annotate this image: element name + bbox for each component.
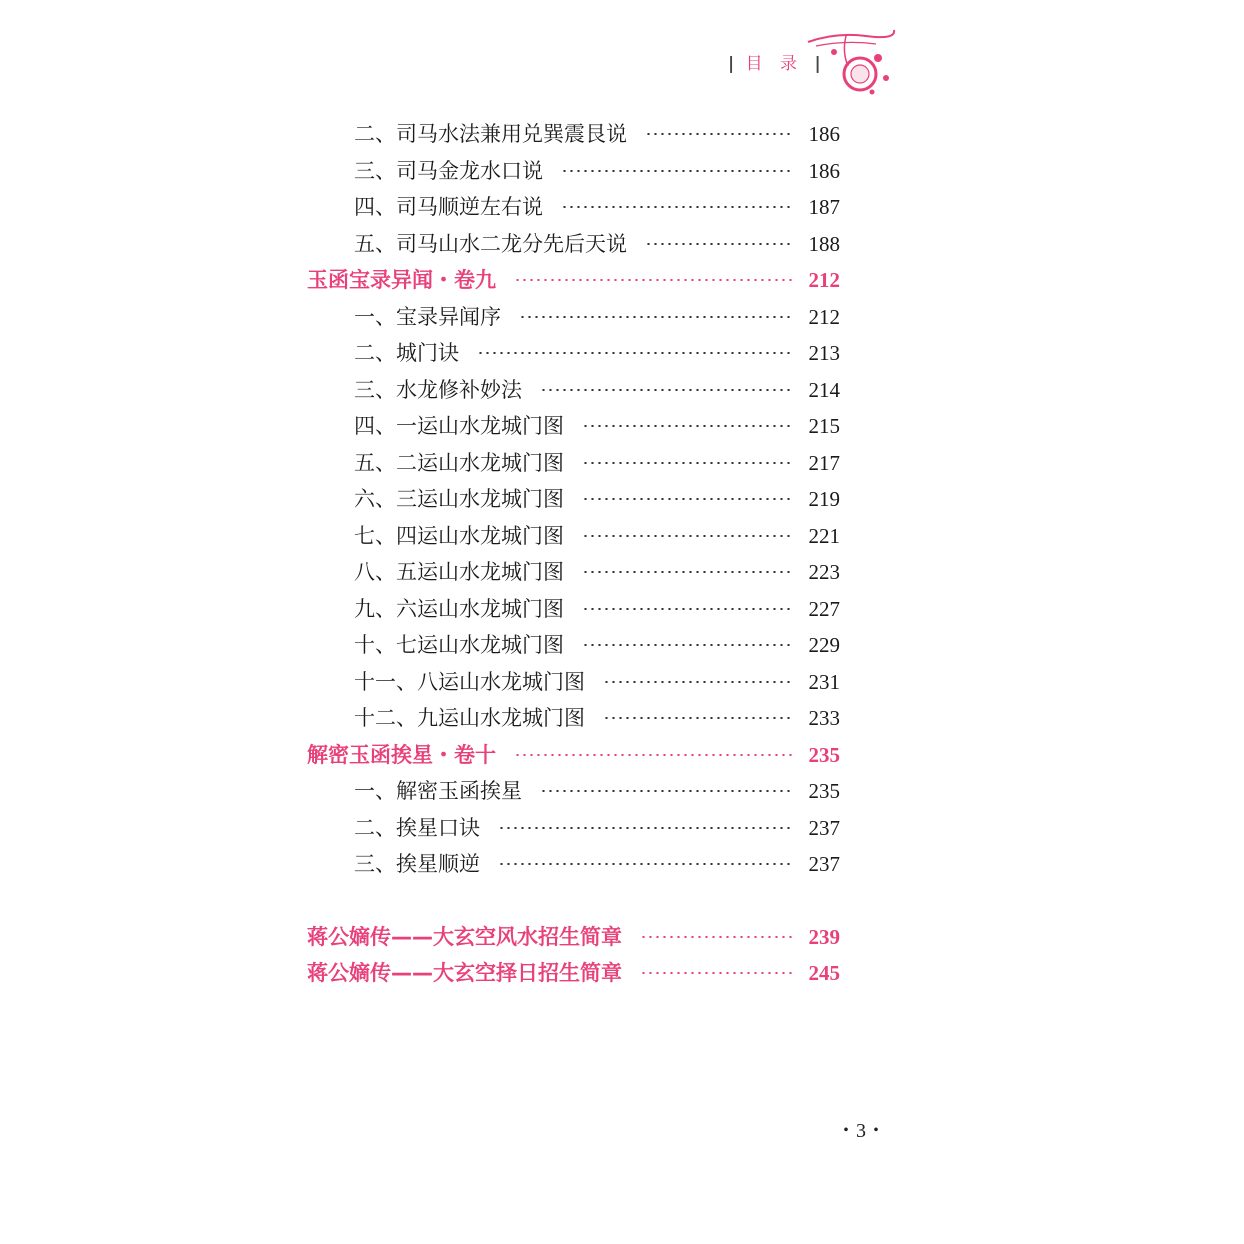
toc-entry-page: 213 bbox=[808, 341, 840, 365]
toc-entry-page: 215 bbox=[808, 414, 840, 438]
dot-leader bbox=[519, 316, 792, 318]
toc-entry-title: 五、司马山水二龙分先后天说 bbox=[354, 231, 627, 256]
toc-entry[interactable] bbox=[0, 810, 840, 846]
toc-entry-title: 六、三运山水龙城门图 bbox=[354, 487, 564, 511]
dot-leader bbox=[645, 243, 792, 245]
toc-entry-title: 玉函宝录异闻・卷九 bbox=[307, 268, 496, 292]
dot-leader bbox=[603, 717, 792, 719]
toc-entry[interactable] bbox=[0, 518, 840, 554]
toc-entry-page: 227 bbox=[808, 596, 840, 621]
dot-leader bbox=[514, 754, 792, 756]
toc-entry-title: 蒋公嫡传——大玄空风水招生简章 bbox=[307, 925, 622, 949]
dot-leader bbox=[582, 498, 792, 500]
dot-leader bbox=[582, 425, 792, 427]
toc-entry-title: 一、宝录异闻序 bbox=[354, 304, 501, 329]
toc-entry-page: 245 bbox=[808, 961, 840, 985]
toc-entry-title: 蒋公嫡传——大玄空择日招生简章 bbox=[307, 961, 622, 985]
toc-entry-page: 237 bbox=[808, 852, 840, 876]
toc-entry[interactable] bbox=[0, 372, 840, 408]
dot-leader bbox=[540, 389, 792, 391]
toc-entry-page: 212 bbox=[808, 268, 840, 292]
dot-leader bbox=[514, 279, 792, 281]
toc-entry[interactable] bbox=[0, 700, 840, 736]
toc-entry-title: 二、挨星口诀 bbox=[354, 815, 480, 840]
toc-entry[interactable] bbox=[0, 773, 840, 809]
toc-entry-page: 187 bbox=[808, 195, 840, 219]
dot-leader bbox=[582, 535, 792, 537]
toc-entry-page: 233 bbox=[808, 706, 840, 730]
toc-entry-title: 十一、八运山水龙城门图 bbox=[354, 669, 585, 694]
toc-entry-page: 239 bbox=[808, 925, 840, 949]
toc-entry-title: 三、挨星顺逆 bbox=[354, 852, 480, 876]
dot-leader bbox=[582, 462, 792, 464]
dot-leader bbox=[498, 863, 792, 865]
toc-entry-page: 219 bbox=[808, 487, 840, 511]
toc-section-entry[interactable] bbox=[0, 262, 840, 298]
toc-entry[interactable] bbox=[0, 846, 840, 882]
dot-leader bbox=[582, 571, 792, 573]
header-bar-left: | bbox=[728, 54, 735, 74]
toc-entry-title: 四、司马顺逆左右说 bbox=[354, 195, 543, 219]
toc-entry-title: 二、城门诀 bbox=[354, 341, 459, 365]
toc-entry-title: 四、一运山水龙城门图 bbox=[354, 414, 564, 438]
toc-entry-title: 八、五运山水龙城门图 bbox=[354, 560, 564, 584]
toc-entry[interactable] bbox=[0, 189, 840, 225]
toc-entry-title: 九、六运山水龙城门图 bbox=[354, 596, 564, 621]
toc-entry-title: 一、解密玉函挨星 bbox=[354, 779, 522, 803]
toc-entry-title: 五、二运山水龙城门图 bbox=[354, 450, 564, 475]
dot-leader bbox=[645, 133, 792, 135]
toc-entry[interactable] bbox=[0, 554, 840, 590]
toc-entry-title: 二、司马水法兼用兑巽震艮说 bbox=[354, 122, 627, 146]
dot-leader bbox=[603, 681, 792, 683]
toc-entry-page: 186 bbox=[808, 158, 840, 183]
dot-leader bbox=[640, 972, 792, 974]
dot-leader bbox=[561, 170, 792, 172]
toc-entry-page: 235 bbox=[808, 779, 840, 803]
toc-entry-title: 十二、九运山水龙城门图 bbox=[354, 706, 585, 730]
dot-leader bbox=[640, 936, 792, 938]
toc-entry-page: 188 bbox=[808, 231, 840, 256]
toc-entry-page: 217 bbox=[808, 450, 840, 475]
toc-entry-page: 214 bbox=[808, 377, 840, 402]
toc-entry[interactable] bbox=[0, 226, 840, 262]
toc-entry-page: 235 bbox=[808, 742, 840, 767]
toc-section-entry[interactable] bbox=[0, 955, 840, 991]
toc-entry-title: 十、七运山水龙城门图 bbox=[354, 633, 564, 657]
toc-entry[interactable] bbox=[0, 627, 840, 663]
dot-leader bbox=[582, 644, 792, 646]
toc-entry-page: 221 bbox=[808, 523, 840, 548]
toc-entry-page: 237 bbox=[808, 815, 840, 840]
toc-entry-title: 七、四运山水龙城门图 bbox=[354, 523, 564, 548]
toc-entry-page: 186 bbox=[808, 122, 840, 146]
dot-leader bbox=[582, 608, 792, 610]
toc-entry[interactable] bbox=[0, 299, 840, 335]
toc-entry[interactable] bbox=[0, 664, 840, 700]
dot-leader bbox=[561, 206, 792, 208]
toc-entry[interactable] bbox=[0, 408, 840, 444]
toc-entry-page: 212 bbox=[808, 304, 840, 329]
toc-entry-page: 223 bbox=[808, 560, 840, 584]
toc-entry-page: 229 bbox=[808, 633, 840, 657]
toc-section-entry[interactable] bbox=[0, 919, 840, 955]
page-number: ・3・ bbox=[836, 1120, 886, 1142]
toc-entry-page: 231 bbox=[808, 669, 840, 694]
header-title: 目 录 bbox=[745, 54, 804, 74]
toc-entry-title: 三、司马金龙水口说 bbox=[354, 158, 543, 183]
dot-leader bbox=[477, 352, 792, 354]
toc-entry[interactable] bbox=[0, 591, 840, 627]
dot-leader bbox=[540, 790, 792, 792]
toc-section-entry[interactable] bbox=[0, 737, 840, 773]
dot-leader bbox=[498, 827, 792, 829]
toc-entry[interactable] bbox=[0, 335, 840, 371]
header-bar-right: | bbox=[814, 54, 821, 74]
toc-entry[interactable] bbox=[0, 481, 840, 517]
toc-entry[interactable] bbox=[0, 445, 840, 481]
toc-entry-title: 解密玉函挨星・卷十 bbox=[307, 742, 496, 767]
toc-entry[interactable] bbox=[0, 116, 840, 152]
toc-entry-title: 三、水龙修补妙法 bbox=[354, 377, 522, 402]
toc-entry[interactable] bbox=[0, 153, 840, 189]
